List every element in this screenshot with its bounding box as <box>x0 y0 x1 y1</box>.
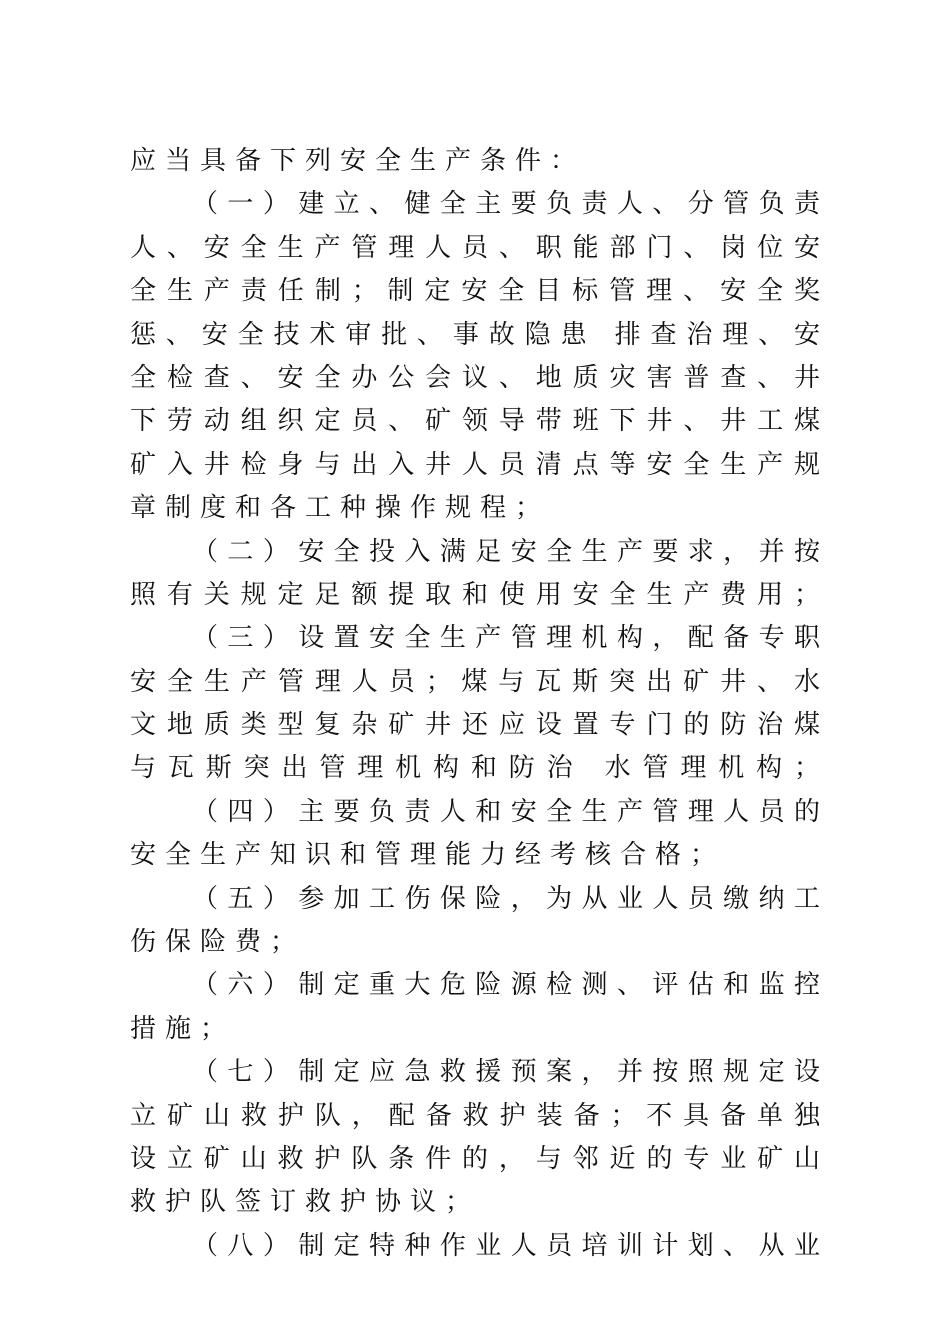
text-line: （ 五 ） 参 加 工 伤 保 险 ， 为 从 业 人 员 缴 纳 工 <box>192 883 820 914</box>
text-line: 设 立 矿 山 救 护 队 条 件 的 ， 与 邻 近 的 专 业 矿 山 <box>130 1143 820 1174</box>
text-line: 矿 入 井 检 身 与 出 入 井 人 员 清 点 等 安 全 生 产 规 <box>130 449 820 480</box>
text-line: 惩 、 安 全 技 术 审 批 、 事 故 隐 患 排 查 治 理 、 安 <box>130 319 820 350</box>
text-line: 安全生产知识和管理能力经考核合格； <box>130 840 726 871</box>
text-line: 全 检 查 、 安 全 办 公 会 议 、 地 质 灾 害 普 查 、 井 <box>130 362 820 393</box>
text-line: （ 四 ） 主 要 负 责 人 和 安 全 生 产 管 理 人 员 的 <box>192 796 820 827</box>
text-line: （ 七 ） 制 定 应 急 救 援 预 案 ， 并 按 照 规 定 设 <box>192 1057 820 1088</box>
text-line: 章制度和各工种操作规程； <box>130 493 551 524</box>
text-line: （ 八 ） 制 定 特 种 作 业 人 员 培 训 计 划 、 从 业 <box>192 1230 820 1261</box>
text-line: 与 瓦 斯 突 出 管 理 机 构 和 防 治 水 管 理 机 构 ； <box>130 753 820 784</box>
text-line: （ 二 ） 安 全 投 入 满 足 安 全 生 产 要 求 ， 并 按 <box>192 536 820 567</box>
text-line: 安 全 生 产 管 理 人 员 ； 煤 与 瓦 斯 突 出 矿 井 、 水 <box>130 666 820 697</box>
text-line: 应当具备下列安全生产条件： <box>130 146 586 176</box>
text-line: 下 劳 动 组 织 定 员 、 矿 领 导 带 班 下 井 、 井 工 煤 <box>130 406 820 437</box>
text-line: 救护队签订救护协议； <box>130 1187 481 1218</box>
text-line: 照 有 关 规 定 足 额 提 取 和 使 用 安 全 生 产 费 用 ； <box>130 579 820 610</box>
text-line: （ 三 ） 设 置 安 全 生 产 管 理 机 构 ， 配 备 专 职 <box>192 623 820 654</box>
text-line: 文 地 质 类 型 复 杂 矿 井 还 应 设 置 专 门 的 防 治 煤 <box>130 710 820 741</box>
text-line: 立 矿 山 救 护 队 ， 配 备 救 护 装 备 ； 不 具 备 单 独 <box>130 1100 820 1131</box>
document-body <box>130 140 820 1268</box>
text-line: 伤保险费； <box>130 927 306 958</box>
text-line: 措施； <box>130 1013 236 1044</box>
text-line: 人 、 安 全 生 产 管 理 人 员 、 职 能 部 门 、 岗 位 安 <box>130 232 820 263</box>
text-line: 全 生 产 责 任 制 ； 制 定 安 全 目 标 管 理 、 安 全 奖 <box>130 276 820 307</box>
text-line: （ 一 ） 建 立 、 健 全 主 要 负 责 人 、 分 管 负 责 <box>192 189 820 220</box>
text-line: （ 六 ） 制 定 重 大 危 险 源 检 测 、 评 估 和 监 控 <box>192 970 820 1001</box>
